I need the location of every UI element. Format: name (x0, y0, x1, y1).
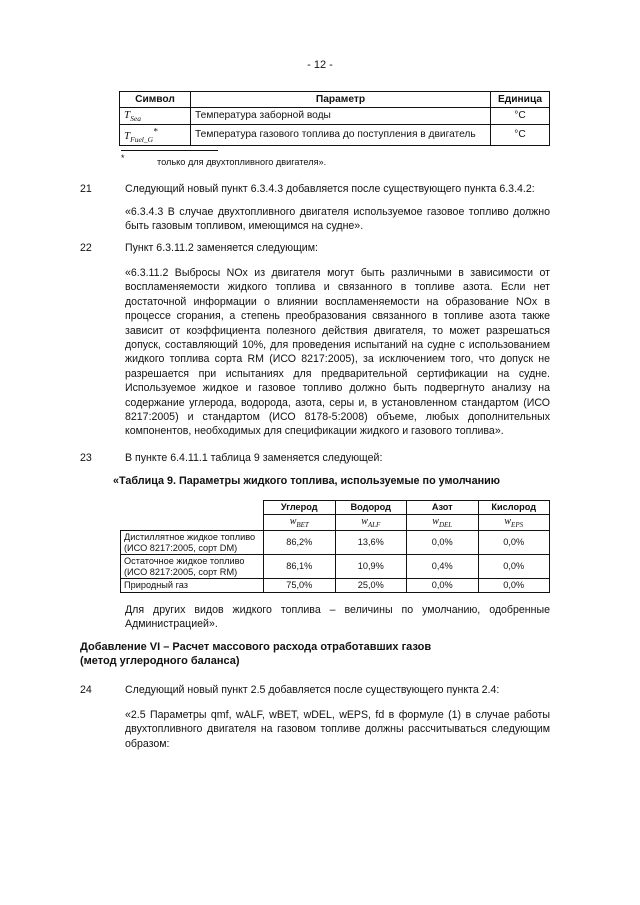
item-number: 22 (80, 242, 92, 254)
addendum-heading-line2: (метод углеродного баланса) (80, 655, 240, 668)
table-cell: 0,0% (407, 531, 479, 555)
table-row (121, 579, 550, 593)
quote-paragraph: «6.3.11.2 Выбросы NOx из двигателя могут быть различными в зависимости от воспламеняемости жидкого топлива и связанного в топливе азота. Если нет достаточной информации о влиянии воспламеняемости на образование NOx в процессе сгорания, а степень преобразования связанного в топливе азота также зависит от коэффициента полезного действия двигателя, то может разрешаться допуск, составляющий 10%, для проведения испытаний на судне с использованием жидкого топлива сорта RM (ИСО 8217:2005), за исключением того, что допуск не разрешается при испытаниях для предварительной сертификации на судне. Используемое жидкое и газовое топливо должно быть подвергнуто анализу на содержание углерода, водорода, азота, серы и, в установленном стандартом (ИСО 8217:2005) и стандартом (ИСО 8178-5:2008) объеме, любых дополнительных компонентов, необходимых для спецификации жидкого и газового топлива». (125, 267, 550, 438)
row-label: Остаточное жидкое топливо (ИСО 8217:2005, сорт RM) (121, 555, 264, 579)
table-row (121, 555, 550, 579)
symbol-cell: $w_{ALF}$ (335, 514, 407, 531)
symbol-cell: $T_{Fuel\_G}^*$ (120, 125, 191, 146)
col-header-parameter: Параметр (191, 92, 491, 108)
symbol-cell: $T_{Sea}$ (120, 108, 191, 125)
symbol-cell: $w_{DEL}$ (407, 514, 479, 531)
item-number: 21 (80, 183, 92, 195)
col-header-hydrogen: Водород (335, 501, 407, 515)
col-header-carbon: Углерод (264, 501, 336, 515)
table-cell: 0,0% (478, 579, 550, 593)
item-text: Следующий новый пункт 6.3.4.3 добавляется после существующего пункта 6.3.4.2: (125, 183, 535, 195)
table-symbol-row (121, 514, 550, 531)
item-number: 23 (80, 452, 92, 464)
table-cell: 86,1% (264, 555, 336, 579)
col-header-nitrogen: Азот (407, 501, 479, 515)
table9-title: «Таблица 9. Параметры жидкого топлива, используемые по умолчанию (113, 475, 500, 487)
table-cell: 13,6% (335, 531, 407, 555)
table-cell: 25,0% (335, 579, 407, 593)
table-cell: 75,0% (264, 579, 336, 593)
empty-corner (121, 501, 264, 515)
parameter-cell: Температура заборной воды (191, 108, 491, 125)
symbol-cell: $w_{EPS}$ (478, 514, 550, 531)
table-cell: 10,9% (335, 555, 407, 579)
row-label: Природный газ (121, 579, 264, 593)
table-cell: 0,0% (478, 555, 550, 579)
quote-paragraph: «6.3.4.3 В случае двухтопливного двигателя используемое газовое топливо должно быть газовым топливом, имеющимся на судне». (125, 206, 550, 233)
fuel-parameters-table (120, 500, 550, 593)
table9-note: Для других видов жидкого топлива – величины по умолчанию, одобренные Администрацией». (125, 604, 550, 631)
table-cell: 0,4% (407, 555, 479, 579)
table-header-row (121, 501, 550, 515)
item-text: В пункте 6.4.11.1 таблица 9 заменяется следующей: (125, 452, 383, 464)
col-header-unit: Единица (491, 92, 550, 108)
table-cell: 0,0% (478, 531, 550, 555)
row-label: Дистиллятное жидкое топливо (ИСО 8217:2005, сорт DM) (121, 531, 264, 555)
addendum-heading-line1: Добавление VI – Расчет массового расхода отработавших газов (80, 641, 432, 653)
page-number: - 12 - (307, 59, 333, 71)
symbol-table (119, 91, 550, 146)
addendum-heading (80, 640, 431, 669)
item-number: 24 (80, 684, 92, 696)
table-row (121, 531, 550, 555)
unit-cell: °C (491, 108, 550, 125)
footnote-text: только для двухтопливного двигателя». (157, 157, 327, 167)
col-header-oxygen: Кислород (478, 501, 550, 515)
table-row (120, 108, 550, 125)
unit-cell: °C (491, 125, 550, 146)
table-row (120, 125, 550, 146)
footnote-mark: * (121, 153, 125, 163)
item-text: Пункт 6.3.11.2 заменяется следующим: (125, 242, 318, 254)
symbol-table-header (120, 92, 550, 108)
symbol-cell: $w_{BET}$ (264, 514, 336, 531)
item-text: Следующий новый пункт 2.5 добавляется после существующего пункта 2.4: (125, 684, 500, 696)
table-cell: 0,0% (407, 579, 479, 593)
col-header-symbol: Символ (120, 92, 191, 108)
parameter-cell: Температура газового топлива до поступления в двигатель (191, 125, 491, 146)
footnote-divider (121, 150, 218, 151)
quote-paragraph: «2.5 Параметры qmf, wALF, wBET, wDEL, wEPS, fd в формуле (1) в случае работы двухтопливного двигателя на газовом топливе должны рассчитываться следующим образом: (125, 709, 550, 750)
table-cell: 86,2% (264, 531, 336, 555)
empty-corner (121, 514, 264, 531)
